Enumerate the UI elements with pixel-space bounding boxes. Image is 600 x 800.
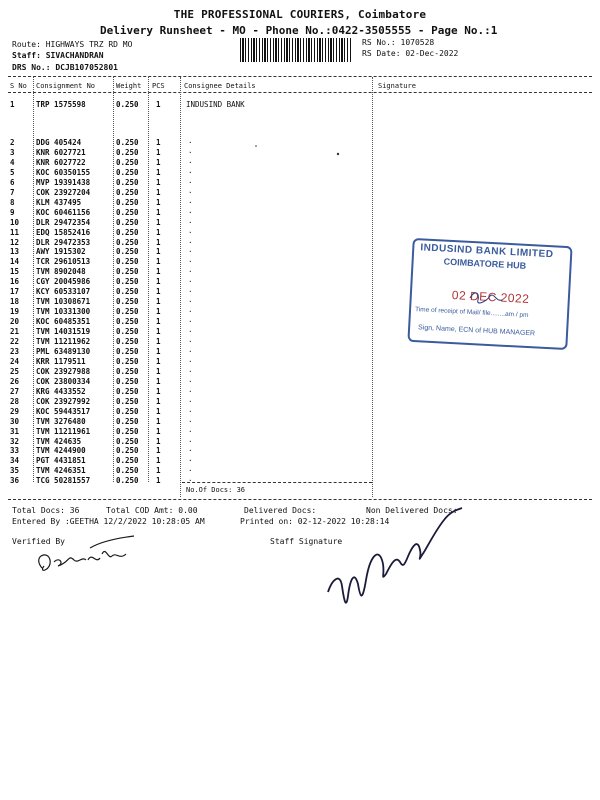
table-bottom-rule <box>8 499 592 500</box>
consignee-placeholder: · <box>188 147 193 157</box>
verified-signature <box>30 526 140 586</box>
row-pcs: 1 <box>156 426 161 436</box>
table-row <box>10 347 270 357</box>
consignee-placeholder: · <box>188 267 193 277</box>
document-title: THE PROFESSIONAL COURIERS, Coimbatore <box>173 8 427 21</box>
row-sno: 21 <box>10 327 20 337</box>
row-sno: 34 <box>10 456 20 466</box>
row-sno: 9 <box>10 207 15 217</box>
consignee-placeholder: · <box>188 217 193 227</box>
consignee-placeholder: · <box>188 297 193 307</box>
row-weight: 0.250 <box>116 436 139 446</box>
row-consignment: KNR 6027722 <box>36 157 86 167</box>
table-row <box>10 267 270 277</box>
row-weight: 0.250 <box>116 426 139 436</box>
table-row <box>10 257 270 267</box>
row-consignment: KOC 60461156 <box>36 207 91 217</box>
stray-marks <box>250 140 360 170</box>
row-pcs: 1 <box>156 456 161 466</box>
consignee-placeholder: · <box>188 406 193 416</box>
row-pcs: 1 <box>156 277 161 287</box>
col-weight: Weight <box>116 82 142 90</box>
row-consignment: TCR 29610513 <box>36 257 91 267</box>
row-consignment: TVM 3276480 <box>36 416 86 426</box>
row-pcs: 1 <box>156 346 161 356</box>
row-weight: 0.250 <box>116 267 139 277</box>
table-row <box>10 317 270 327</box>
row-weight: 0.250 <box>116 297 139 307</box>
row-weight: 0.250 <box>116 416 139 426</box>
row-consignment: KRG 4433552 <box>36 386 86 396</box>
row-consignment: TRP 1575598 <box>36 100 86 109</box>
table-row <box>10 138 270 148</box>
consignee-placeholder: · <box>188 346 193 356</box>
row-sno: 2 <box>10 138 15 147</box>
row-sno: 16 <box>10 277 20 287</box>
row-sno: 30 <box>10 416 20 426</box>
row-weight: 0.250 <box>116 337 139 346</box>
row-pcs: 1 <box>156 157 161 167</box>
entered-by: Entered By :GEETHA 12/2/2022 10:28:05 AM <box>12 517 205 526</box>
staff-signature <box>320 500 470 620</box>
consignee-placeholder: · <box>188 277 193 287</box>
consignee-placeholder: · <box>188 366 193 376</box>
consignee-placeholder: · <box>188 287 193 297</box>
row-pcs: 1 <box>156 197 161 207</box>
stamp-hub-name: COIMBATORE HUB <box>443 256 527 271</box>
row-weight: 0.250 <box>116 247 139 257</box>
consignee-placeholder: · <box>188 386 193 396</box>
row-consignment: TVM 4246351 <box>36 466 86 476</box>
consignee-placeholder: · <box>188 466 193 476</box>
consignee-placeholder: · <box>188 167 193 177</box>
row-consignment: TVM 424635 <box>36 436 82 446</box>
row-weight: 0.250 <box>116 217 139 227</box>
row-sno: 29 <box>10 406 20 416</box>
table-row <box>10 228 270 238</box>
staff-signature-label: Staff Signature <box>270 537 343 546</box>
rs-number: RS No.: 1070528 <box>362 38 435 47</box>
total-cod-amount: Total COD Amt: 0.00 <box>106 506 198 515</box>
table-row <box>10 148 270 158</box>
table-row <box>10 387 270 397</box>
row-pcs: 1 <box>156 187 161 197</box>
row-weight: 0.250 <box>116 386 139 396</box>
row-weight: 0.250 <box>116 227 139 237</box>
consignee-placeholder: · <box>188 356 193 366</box>
table-row <box>10 466 270 476</box>
row-sno: 24 <box>10 356 20 366</box>
row-pcs: 1 <box>156 327 161 337</box>
col-sno: S No <box>10 82 27 90</box>
consignee-placeholder: · <box>188 177 193 187</box>
consignee-placeholder: · <box>188 436 193 446</box>
row-pcs: 1 <box>156 257 161 267</box>
table-row <box>10 307 270 317</box>
row-weight: 0.250 <box>116 187 139 197</box>
drs-number: DRS No.: DCJB107052801 <box>12 63 118 72</box>
row-consignment: COK 23927204 <box>36 187 91 197</box>
col-pcs: PCS <box>152 82 165 90</box>
row-sno: 7 <box>10 187 15 197</box>
consignee-placeholder: · <box>188 337 193 346</box>
row-weight: 0.250 <box>116 207 139 217</box>
staff-label: Staff: SIVACHANDRAN <box>12 51 104 60</box>
consignee-placeholder: · <box>188 327 193 337</box>
stamp-manager-line: Sign, Name, ECN of HUB MANAGER <box>417 324 536 338</box>
row-pcs: 1 <box>156 446 161 456</box>
row-consignment: KCY 60533107 <box>36 287 91 297</box>
barcode <box>240 38 352 62</box>
row-sno: 14 <box>10 257 20 267</box>
row-weight: 0.250 <box>116 327 139 337</box>
row-pcs: 1 <box>156 177 161 187</box>
row-consignment: TVM 8902048 <box>36 267 86 277</box>
row-consignment: KRR 1179511 <box>36 356 86 366</box>
row-consignment: DLR 29472353 <box>36 237 91 247</box>
consignee-placeholder: · <box>188 157 193 167</box>
row-sno: 22 <box>10 337 20 346</box>
row-pcs: 1 <box>156 207 161 217</box>
row-pcs: 1 <box>156 466 161 476</box>
row-consignment: MVP 19391438 <box>36 177 91 187</box>
header-top-rule <box>8 76 592 77</box>
stamp-bank-name: INDUSIND BANK LIMITED <box>420 242 554 261</box>
total-docs: Total Docs: 36 <box>12 506 80 515</box>
consignee-placeholder: · <box>188 476 193 486</box>
row-consignment: PGT 4431851 <box>36 456 86 466</box>
row-consignment: PML 63489130 <box>36 346 91 356</box>
row-sno: 35 <box>10 466 20 476</box>
row-pcs: 1 <box>156 247 161 257</box>
row-consignment: TVM 11211961 <box>36 426 91 436</box>
table-row <box>10 357 270 367</box>
row-consignment: EDQ 15852416 <box>36 227 91 237</box>
table-row <box>10 188 270 198</box>
consignee-placeholder: · <box>188 396 193 406</box>
no-of-docs: No.Of Docs: 36 <box>186 486 246 494</box>
consignee-placeholder: · <box>188 197 193 207</box>
row-sno: 13 <box>10 247 20 257</box>
table-row <box>10 198 270 208</box>
row-weight: 0.250 <box>116 287 139 297</box>
row-consignment: COK 23927992 <box>36 396 91 406</box>
row-consignment: TVM 4244900 <box>36 446 86 456</box>
row-weight: 0.250 <box>116 476 139 486</box>
row-weight: 0.250 <box>116 406 139 416</box>
row-sno: 20 <box>10 317 20 327</box>
row-consignment: KOC 60485351 <box>36 317 91 327</box>
col-consignment: Consignment No <box>36 82 96 90</box>
row-weight: 0.250 <box>116 456 139 466</box>
consignee-placeholder: · <box>188 307 193 317</box>
row-weight: 0.250 <box>116 277 139 287</box>
row-consignment: TVM 11211962 <box>36 337 91 346</box>
row-sno: 31 <box>10 426 20 436</box>
row-pcs: 1 <box>156 416 161 426</box>
stamp-date: 02 DEC 2022 <box>451 288 530 307</box>
table-row <box>10 437 270 447</box>
row-pcs: 1 <box>156 297 161 307</box>
col-signature: Signature <box>378 82 416 90</box>
table-row <box>10 287 270 297</box>
row-sno: 23 <box>10 346 20 356</box>
docs-rule <box>182 482 372 483</box>
table-row <box>10 377 270 387</box>
consignee-placeholder: · <box>188 446 193 456</box>
row-pcs: 1 <box>156 356 161 366</box>
row-weight: 0.250 <box>116 466 139 476</box>
row-consignment: DDG 405424 <box>36 138 82 147</box>
row-weight: 0.250 <box>116 366 139 376</box>
row-weight: 0.250 <box>116 167 139 177</box>
table-row <box>10 367 270 377</box>
table-row <box>10 208 270 218</box>
table-row <box>10 247 270 257</box>
row-weight: 0.250 <box>116 396 139 406</box>
table-row <box>10 337 270 347</box>
row-consignment: TVM 10331300 <box>36 307 91 317</box>
runsheet-subtitle: Delivery Runsheet - MO - Phone No.:0422-3505555 - Page No.:1 <box>100 24 498 37</box>
row-pcs: 1 <box>156 366 161 376</box>
row-sno: 33 <box>10 446 20 456</box>
row-consignment: TVM 14031519 <box>36 327 91 337</box>
row-consignment: KLM 437495 <box>36 197 82 207</box>
row-consignment: COK 23927988 <box>36 366 91 376</box>
row-pcs: 1 <box>156 386 161 396</box>
row-weight: 0.250 <box>116 157 139 167</box>
row-pcs: 1 <box>156 147 161 157</box>
row-weight: 0.250 <box>116 356 139 366</box>
consignee-placeholder: · <box>188 247 193 257</box>
consignee-placeholder: · <box>188 456 193 466</box>
row-pcs: 1 <box>156 138 161 147</box>
rs-date: RS Date: 02-Dec-2022 <box>362 49 459 58</box>
row-weight: 0.250 <box>116 307 139 317</box>
row-sno: 6 <box>10 177 15 187</box>
table-row <box>10 297 270 307</box>
row-weight: 0.250 <box>116 446 139 456</box>
row-consignment: KOC 59443517 <box>36 406 91 416</box>
row-pcs: 1 <box>156 396 161 406</box>
table-row <box>10 238 270 248</box>
row-weight: 0.250 <box>116 346 139 356</box>
route-label: Route: HIGHWAYS TRZ RD MO <box>12 40 133 49</box>
row-consignment: KNR 6027721 <box>36 147 86 157</box>
row-consignment: DLR 29472354 <box>36 217 91 227</box>
consignee-placeholder: · <box>188 416 193 426</box>
consignee-placeholder: · <box>188 426 193 436</box>
table-row <box>10 427 270 437</box>
row-pcs: 1 <box>156 267 161 277</box>
row-pcs: 1 <box>156 406 161 416</box>
row-sno: 5 <box>10 167 15 177</box>
col-divider <box>372 77 373 497</box>
row-sno: 25 <box>10 366 20 376</box>
printed-on: Printed on: 02-12-2022 10:28:14 <box>240 517 390 526</box>
row-consignee: INDUSIND BANK <box>186 100 245 109</box>
row-pcs: 1 <box>156 476 161 486</box>
row-consignment: CGY 20045986 <box>36 277 91 287</box>
table-row <box>10 456 270 466</box>
row-weight: 0.250 <box>116 197 139 207</box>
consignee-placeholder: · <box>188 376 193 386</box>
row-pcs: 1 <box>156 227 161 237</box>
row-sno: 27 <box>10 386 20 396</box>
consignee-placeholder: · <box>188 257 193 267</box>
row-pcs: 1 <box>156 317 161 327</box>
row-consignment: COK 23800334 <box>36 376 91 386</box>
consignee-placeholder: · <box>188 227 193 237</box>
row-sno: 12 <box>10 237 20 247</box>
row-consignment: TCG 50281557 <box>36 476 91 486</box>
row-weight: 0.250 <box>116 138 139 147</box>
consignee-placeholder: · <box>188 237 193 247</box>
table-row <box>10 178 270 188</box>
table-row <box>10 158 270 168</box>
row-pcs: 1 <box>156 337 161 346</box>
row-sno: 11 <box>10 227 20 237</box>
row-sno: 26 <box>10 376 20 386</box>
table-row <box>10 277 270 287</box>
row-pcs: 1 <box>156 307 161 317</box>
row-pcs: 1 <box>156 287 161 297</box>
non-delivered-docs: Non Delivered Docs: <box>366 506 458 515</box>
row-consignment: TVM 10308671 <box>36 297 91 307</box>
consignee-placeholder: · <box>188 187 193 197</box>
row-sno: 8 <box>10 197 15 207</box>
row-weight: 0.250 <box>116 257 139 267</box>
row-weight: 0.250 <box>116 317 139 327</box>
consignee-placeholder: · <box>188 317 193 327</box>
row-pcs: 1 <box>156 217 161 227</box>
col-consignee: Consignee Details <box>184 82 256 90</box>
consignee-placeholder: · <box>188 207 193 217</box>
row-consignment: KOC 60350155 <box>36 167 91 177</box>
stamp-receipt-time: Time of receipt of Mail/ file........am / pm <box>414 306 529 320</box>
verified-by-label: Verified By <box>12 537 65 546</box>
delivered-docs: Delivered Docs: <box>244 506 317 515</box>
row-sno: 15 <box>10 267 20 277</box>
table-row <box>10 327 270 337</box>
row-pcs: 1 <box>156 376 161 386</box>
table-row <box>10 397 270 407</box>
row-pcs: 1 <box>156 167 161 177</box>
row-weight: 0.250 <box>116 100 139 109</box>
row-weight: 0.250 <box>116 376 139 386</box>
row-pcs: 1 <box>156 436 161 446</box>
table-row <box>10 168 270 178</box>
table-row <box>10 417 270 427</box>
header-bottom-rule <box>8 92 592 93</box>
row-sno: 18 <box>10 297 20 307</box>
row-sno: 1 <box>10 100 15 109</box>
row-sno: 4 <box>10 157 15 167</box>
row-weight: 0.250 <box>116 237 139 247</box>
row-pcs: 1 <box>156 237 161 247</box>
row-sno: 17 <box>10 287 20 297</box>
row-weight: 0.250 <box>116 147 139 157</box>
table-row <box>10 218 270 228</box>
row-weight: 0.250 <box>116 177 139 187</box>
row-sno: 19 <box>10 307 20 317</box>
row-pcs: 1 <box>156 100 161 109</box>
row-sno: 28 <box>10 396 20 406</box>
table-row <box>10 446 270 456</box>
row-sno: 36 <box>10 476 20 486</box>
row-sno: 3 <box>10 147 15 157</box>
row-consignment: AWY 1915302 <box>36 247 86 257</box>
consignee-placeholder: · <box>188 138 193 147</box>
row-sno: 32 <box>10 436 20 446</box>
stamp-scribble <box>460 262 530 322</box>
row-sno: 10 <box>10 217 20 227</box>
table-row <box>10 407 270 417</box>
